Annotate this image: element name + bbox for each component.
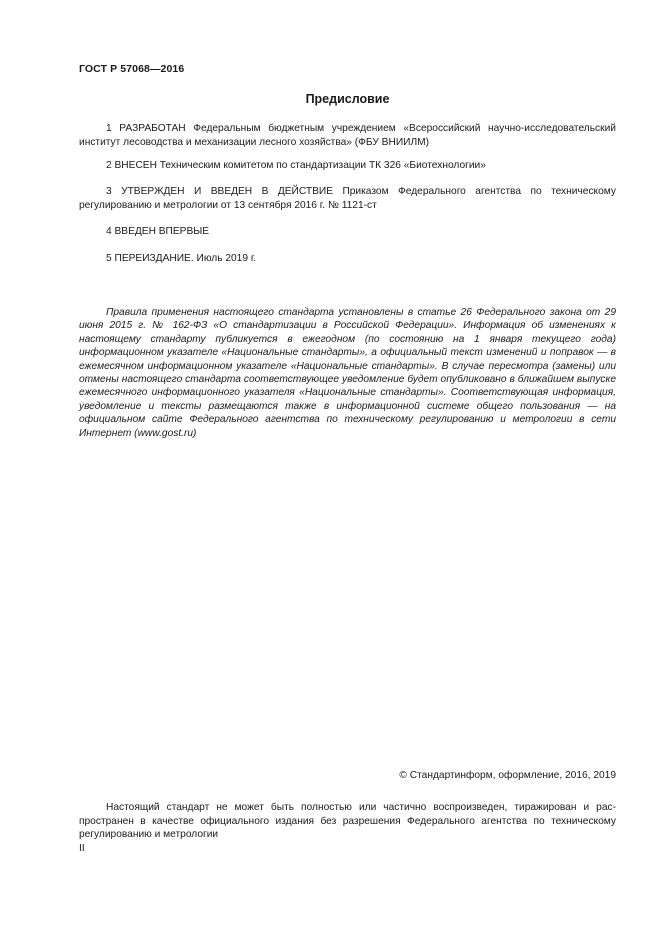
document-code: ГОСТ Р 57068—2016: [79, 63, 185, 75]
preface-item-developed: 1 РАЗРАБОТАН Федеральным бюджетным учреждением «Всероссийский научно-исследовательский институт лесоводства и механизации лесного хозяйства» (ФБУ ВНИИЛМ): [79, 123, 616, 148]
copyright-line: © Стандартинформ, оформление, 2016, 2019: [399, 770, 616, 781]
preface-item-introduced: 2 ВНЕСЕН Техническим комитетом по стандартизации ТК 326 «Биотехнологии»: [106, 160, 486, 171]
section-title: Предисловие: [305, 92, 390, 106]
preface-item-reissue: 5 ПЕРЕИЗДАНИЕ. Июль 2019 г.: [106, 253, 257, 264]
page-number: II: [79, 843, 85, 854]
application-rules-notice: Правила применения настоящего стандарта установлены в статье 26 Федерального закона от 29 июня 2015 г. № 162-ФЗ «О стандартизации в Российской Федерации». Информация об изменениях к настоящему стандарту публикуется в ежегодном (по состоянию на 1 января текущего года) информационном указателе «Национальные стандарты», а официальный текст изменений и поправок — в ежемесячном информационном указателе «Национальные стандарты». В случае пересмотра (замены) или отмены настоящего стандарта соответствующее уведомление будет опубликовано в ближайшем выпуске ежемесячного информационного указателя «Национальные стандарты». Соответствующая информация, уведомление и тексты размещаются также в информационной системе общего пользования — на официальном сайте Федерального агентства по техническому регулированию и метрологии в сети Интернет (www.gost.ru): [79, 307, 616, 439]
preface-item-first-introduced: 4 ВВЕДЕН ВПЕРВЫЕ: [106, 226, 210, 237]
reproduction-notice: Настоящий стандарт не может быть полностью или частично воспроизведен, тиражирован и распространен в качестве официального издания без разрешения Федерального агентства по техническому регулированию и метрологии: [79, 802, 616, 840]
preface-item-approved: 3 УТВЕРЖДЕН И ВВЕДЕН В ДЕЙСТВИЕ Приказом Федерального агентства по техническому регулированию и метрологии от 13 сентября 2016 г. № 1121-ст: [79, 186, 616, 211]
